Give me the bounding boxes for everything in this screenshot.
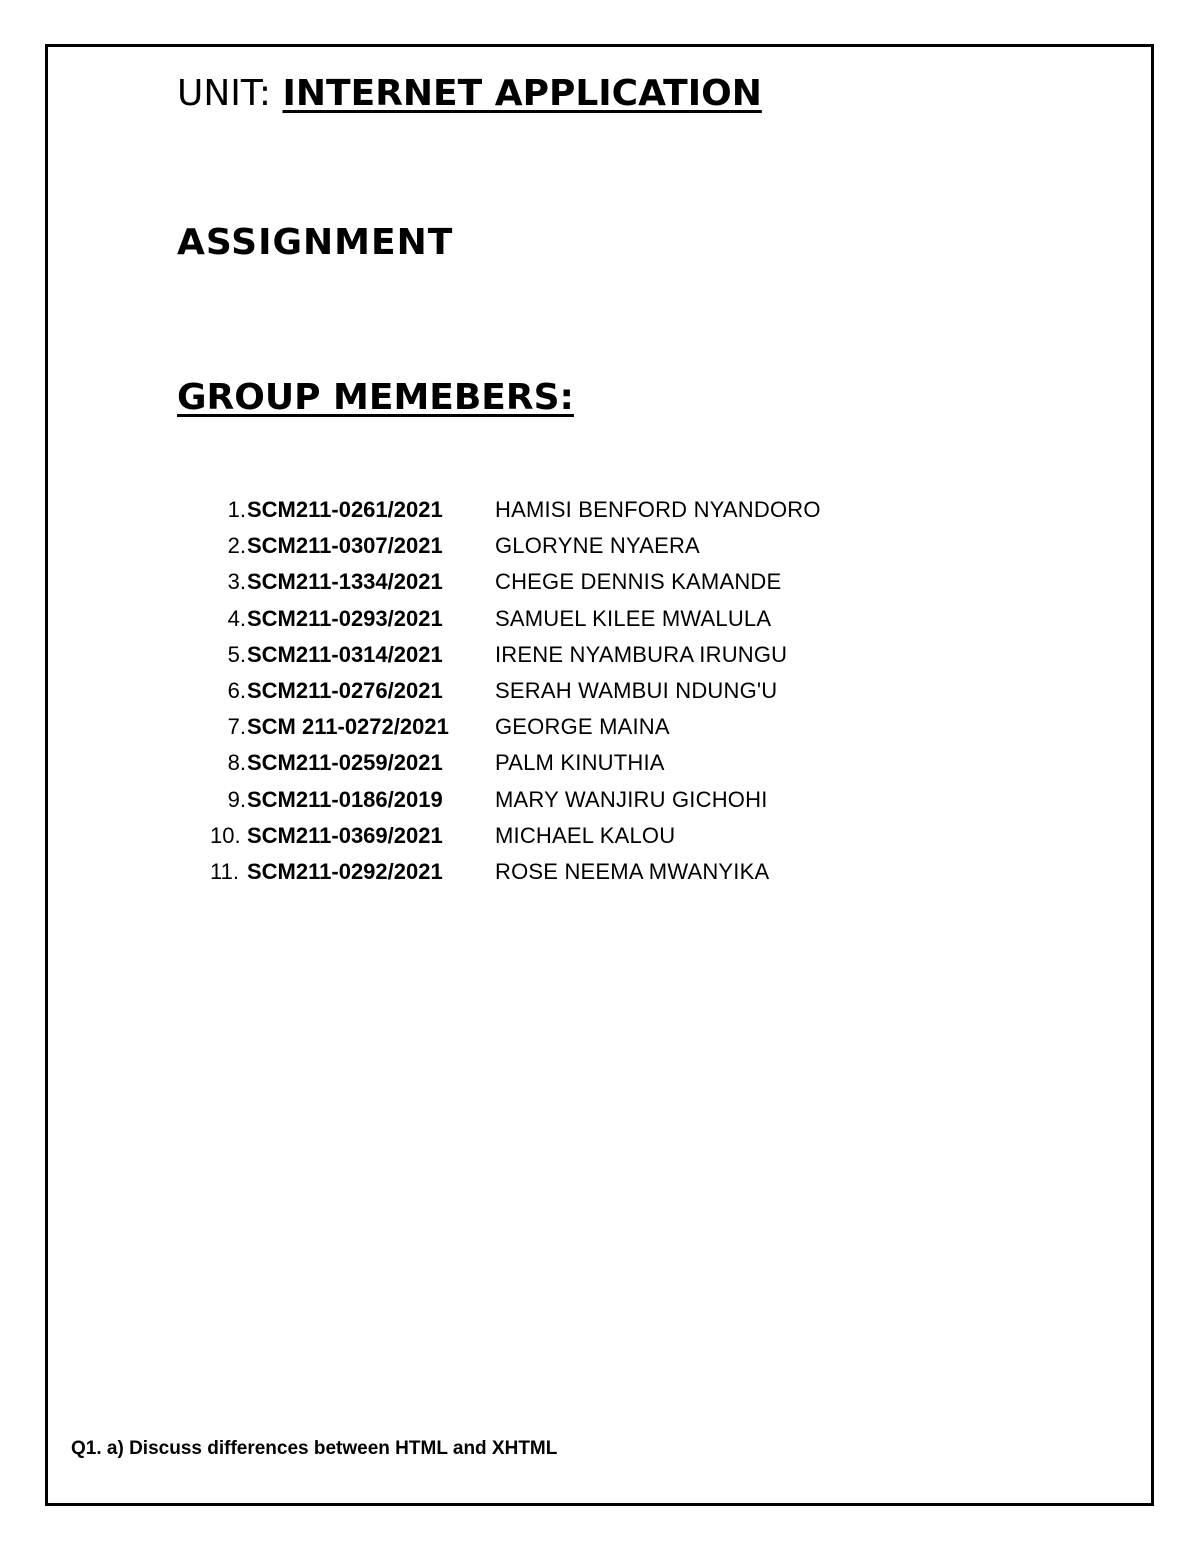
member-name: SERAH WAMBUI NDUNG'U	[495, 677, 778, 703]
group-members-heading: GROUP MEMEBERS:	[177, 377, 574, 418]
member-number: 10.	[210, 822, 241, 848]
member-reg-number: SCM211-0276/2021	[247, 677, 443, 703]
member-number: 2.	[227, 533, 246, 559]
member-number: 3.	[227, 569, 246, 595]
member-name: GLORYNE NYAERA	[495, 533, 700, 559]
member-number: 7.	[227, 714, 246, 740]
member-name: CHEGE DENNIS KAMANDE	[495, 569, 782, 595]
member-number: 4.	[227, 605, 246, 631]
member-reg-number: SCM211-0259/2021	[247, 750, 443, 776]
member-number: 1.	[227, 497, 246, 522]
unit-label: UNIT:	[177, 73, 272, 114]
unit-title: INTERNET APPLICATION	[282, 73, 762, 114]
member-reg-number: SCM 211-0272/2021	[247, 714, 449, 740]
member-name: IRENE NYAMBURA IRUNGU	[495, 641, 788, 667]
assignment-heading: ASSIGNMENT	[177, 222, 454, 263]
member-reg-number: SCM211-0369/2021	[247, 822, 443, 848]
member-reg-number: SCM211-0292/2021	[247, 858, 443, 884]
member-number: 6.	[227, 677, 246, 703]
member-reg-number: SCM211-0307/2021	[247, 533, 443, 559]
member-number: 11.	[210, 858, 239, 884]
member-number: 9.	[227, 786, 246, 812]
member-number: 5.	[227, 641, 246, 667]
member-name: PALM KINUTHIA	[495, 750, 665, 776]
member-name: HAMISI BENFORD NYANDORO	[495, 497, 821, 522]
member-name: SAMUEL KILEE MWALULA	[495, 605, 772, 631]
member-name: GEORGE MAINA	[495, 714, 670, 740]
member-reg-number: SCM211-0293/2021	[247, 605, 443, 631]
member-name: ROSE NEEMA MWANYIKA	[495, 858, 770, 884]
member-reg-number: SCM211-0314/2021	[247, 641, 443, 667]
member-name: MICHAEL KALOU	[495, 822, 676, 848]
member-reg-number: SCM211-0186/2019	[247, 786, 443, 812]
member-reg-number: SCM211-1334/2021	[247, 569, 443, 595]
member-reg-number: SCM211-0261/2021	[247, 497, 443, 522]
member-number: 8.	[227, 750, 246, 776]
unit-line	[177, 72, 762, 116]
question-text: Q1. a) Discuss differences between HTML and XHTML	[71, 1438, 558, 1459]
member-name: MARY WANJIRU GICHOHI	[495, 786, 768, 812]
